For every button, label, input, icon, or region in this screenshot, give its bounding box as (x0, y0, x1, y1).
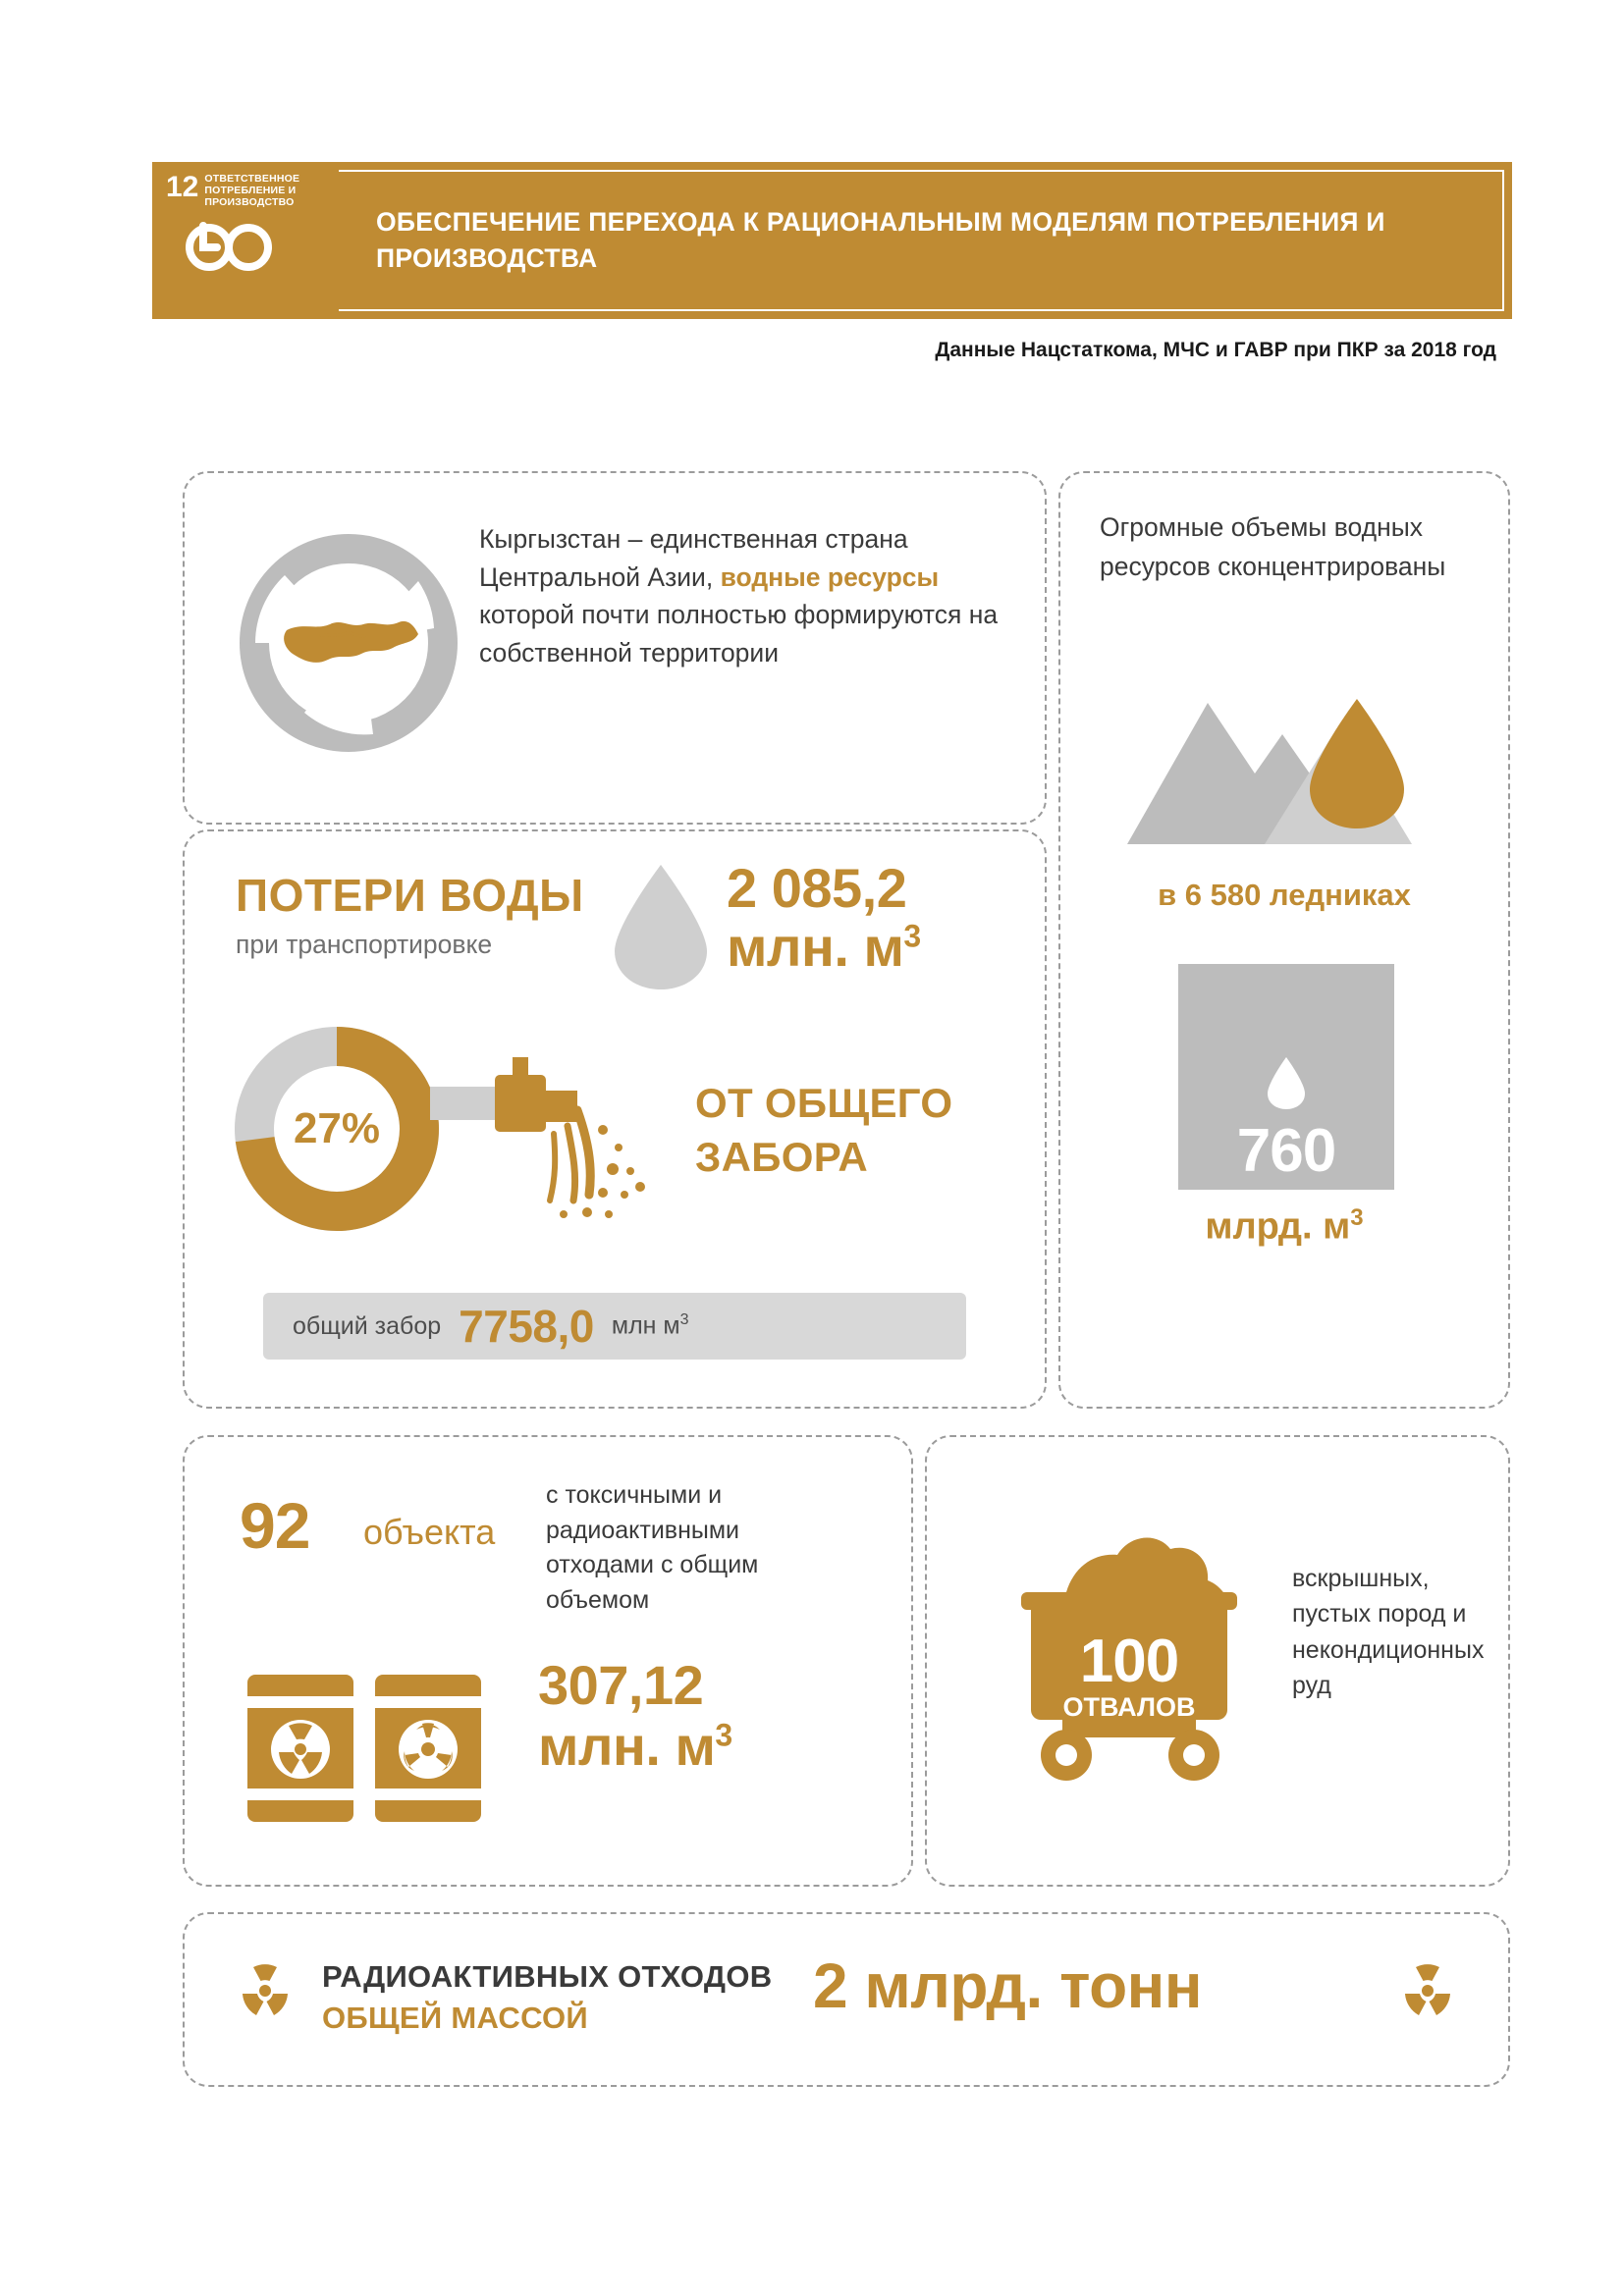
toxic-volume-unit-sup: 3 (715, 1716, 732, 1752)
sdg-goal-badge (152, 162, 339, 319)
dumps-count-word: ОТВАЛОВ (1062, 1692, 1196, 1722)
water-drop-icon (607, 861, 715, 993)
toxic-volume-unit: млн. м (538, 1714, 716, 1777)
glaciers-volume-unit-sup: 3 (1350, 1204, 1364, 1231)
waste-barrels-icon (244, 1663, 489, 1830)
total-withdrawal-unit-sup: 3 (679, 1311, 689, 1329)
mine-cart-icon (972, 1516, 1286, 1790)
small-drop-icon (1265, 1055, 1308, 1115)
waste-dumps-card (925, 1435, 1510, 1887)
water-resources-text (479, 520, 1009, 672)
losses-amount-unit-sup: 3 (903, 918, 921, 954)
glaciers-count: в 6 580 ледниках (1158, 878, 1411, 912)
dumps-description: вскрышных, пустых пород и некондиционных руд (1292, 1565, 1485, 1699)
total-withdrawal-value: 7758,0 (459, 1301, 594, 1352)
water-text-part2: которой почти полностью формируются на собственной территории (479, 600, 999, 668)
dumps-count: 100 (1079, 1628, 1179, 1695)
page-title: ОБЕСПЕЧЕНИЕ ПЕРЕХОДА К РАЦИОНАЛЬНЫМ МОДЕЛЯМ ПОТРЕБЛЕНИЯ И ПРОИЗВОДСТВА (376, 207, 1385, 273)
radioactive-value: 2 млрд. тонн (813, 1950, 1202, 2021)
glaciers-card (1058, 471, 1510, 1409)
glaciers-volume-value: 760 (1236, 1117, 1336, 1185)
radioactive-line1: РАДИОАКТИВНЫХ ОТХОДОВ (322, 1959, 773, 1994)
losses-percent-donut (224, 1016, 450, 1242)
toxic-volume-value: 307,12 (538, 1654, 704, 1716)
header-title-bar (339, 162, 1512, 319)
infinity-icon (184, 218, 325, 278)
losses-amount-unit: млн. м (727, 916, 904, 979)
toxic-objects-word: объекта (363, 1512, 496, 1552)
data-source-note: Данные Нацстаткома, МЧС и ГАВР при ПКР за 2018 год (935, 339, 1496, 361)
mountain-drop-icon (1117, 660, 1461, 856)
radiation-icon-right (1400, 1963, 1455, 2023)
losses-from-total-label: ОТ ОБЩЕГО ЗАБОРА (695, 1080, 953, 1180)
glaciers-text: Огромные объемы водных ресурсов сконцентрированы (1100, 512, 1446, 581)
losses-title: ПОТЕРИ ВОДЫ (236, 870, 584, 921)
glaciers-volume-box (1178, 964, 1394, 1190)
toxic-waste-card (183, 1435, 913, 1887)
total-withdrawal-bar (263, 1293, 966, 1360)
toxic-description: с токсичными и радиоактивными отходами с общим объемом (546, 1481, 759, 1614)
water-text-highlight: водные ресурсы (720, 561, 940, 592)
radioactive-waste-card (183, 1912, 1510, 2087)
losses-subtitle: при транспортировке (236, 930, 493, 959)
losses-amount-value: 2 085,2 (727, 857, 907, 919)
radioactive-line2: ОБЩЕЙ МАССОЙ (322, 2001, 588, 2035)
water-text-part1: Кыргызстан – единственная страна Центральной Азии, (479, 524, 908, 592)
sdg-goal-label: ОТВЕТСТВЕННОЕ ПОТРЕБЛЕНИЕ И ПРОИЗВОДСТВО (204, 173, 300, 208)
water-resources-card (183, 471, 1047, 825)
radiation-icon-left (238, 1963, 293, 2023)
kyrgyzstan-map-ring-icon (226, 520, 471, 766)
toxic-objects-count: 92 (240, 1489, 310, 1562)
total-withdrawal-label: общий забор (293, 1311, 442, 1340)
header (152, 162, 1512, 319)
sdg-goal-number: 12 (166, 171, 199, 203)
pipe-water-flow-icon (430, 1057, 685, 1234)
glaciers-volume-unit (1060, 1204, 1508, 1249)
glaciers-volume-unit-text: млрд. м (1205, 1205, 1351, 1248)
losses-percent-label: 27% (293, 1104, 381, 1152)
losses-amount (727, 859, 921, 978)
water-losses-card (183, 829, 1047, 1409)
toxic-volume (538, 1655, 732, 1776)
total-withdrawal-unit: млн м (611, 1311, 680, 1340)
